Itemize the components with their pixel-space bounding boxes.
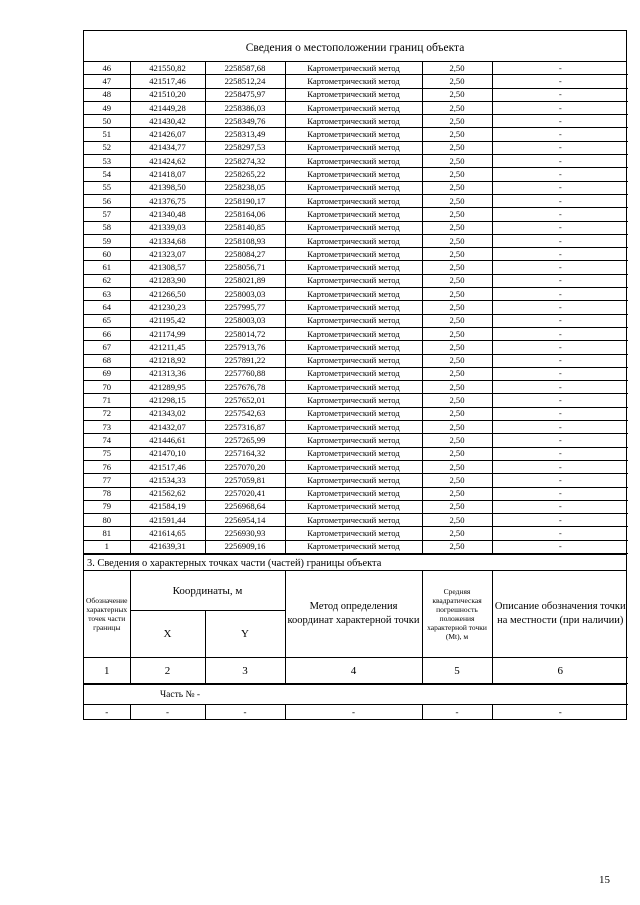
table-cell: Картометрический метод xyxy=(285,341,422,354)
table-cell: 421534,33 xyxy=(130,474,205,487)
table-cell: 68 xyxy=(84,354,130,367)
table-cell: Картометрический метод xyxy=(285,168,422,181)
table-cell: 2,50 xyxy=(422,128,492,141)
col-number: 5 xyxy=(422,658,492,684)
boundary-points-table xyxy=(84,62,628,554)
table-cell: 421195,42 xyxy=(130,314,205,327)
table-cell: 2,50 xyxy=(422,115,492,128)
document-frame xyxy=(83,30,627,720)
empty-cell: - xyxy=(422,705,492,720)
table-cell: 2257913,76 xyxy=(205,341,285,354)
table-row xyxy=(84,155,628,168)
empty-cell: - xyxy=(84,705,130,720)
table-cell: - xyxy=(492,314,628,327)
table-cell: 421283,90 xyxy=(130,274,205,287)
table-cell: Картометрический метод xyxy=(285,248,422,261)
table-cell: 1 xyxy=(84,540,130,553)
table-cell: 2258274,32 xyxy=(205,155,285,168)
table-cell: 62 xyxy=(84,274,130,287)
table-cell: - xyxy=(492,367,628,380)
table-cell: 421334,68 xyxy=(130,234,205,247)
table-cell: 421430,42 xyxy=(130,115,205,128)
table-row xyxy=(84,168,628,181)
table-cell: 2257020,41 xyxy=(205,487,285,500)
table-cell: 47 xyxy=(84,75,130,88)
table-cell: - xyxy=(492,221,628,234)
table-cell: 50 xyxy=(84,115,130,128)
table-cell: 2258512,24 xyxy=(205,75,285,88)
col-number: 4 xyxy=(285,658,422,684)
table-cell: Картометрический метод xyxy=(285,354,422,367)
table-cell: 2258313,49 xyxy=(205,128,285,141)
empty-cell: - xyxy=(285,705,422,720)
table-cell: 421591,44 xyxy=(130,514,205,527)
section3-data-table xyxy=(84,704,628,719)
table-cell: 53 xyxy=(84,155,130,168)
table-cell: Картометрический метод xyxy=(285,487,422,500)
table-cell: Картометрический метод xyxy=(285,460,422,473)
table-cell: 2257676,78 xyxy=(205,381,285,394)
table-cell: Картометрический метод xyxy=(285,514,422,527)
table-cell: 2,50 xyxy=(422,527,492,540)
table-row xyxy=(84,101,628,114)
table-cell: Картометрический метод xyxy=(285,75,422,88)
table-row xyxy=(84,500,628,513)
table-row xyxy=(84,75,628,88)
empty-cell: - xyxy=(130,705,205,720)
table-cell: Картометрический метод xyxy=(285,474,422,487)
table-cell: Картометрический метод xyxy=(285,208,422,221)
table-cell: 421639,31 xyxy=(130,540,205,553)
empty-cell: - xyxy=(492,705,628,720)
table-cell: 77 xyxy=(84,474,130,487)
table-row xyxy=(84,407,628,420)
table-cell: 421517,46 xyxy=(130,75,205,88)
table-cell: 2,50 xyxy=(422,460,492,473)
table-cell: Картометрический метод xyxy=(285,527,422,540)
table-cell: 2,50 xyxy=(422,434,492,447)
table-cell: 421517,46 xyxy=(130,460,205,473)
table-row xyxy=(84,234,628,247)
table-cell: 421510,20 xyxy=(130,88,205,101)
table-cell: 2,50 xyxy=(422,407,492,420)
table-cell: 2258056,71 xyxy=(205,261,285,274)
table-cell: - xyxy=(492,181,628,194)
table-cell: Картометрический метод xyxy=(285,447,422,460)
table-cell: 2258238,05 xyxy=(205,181,285,194)
table-cell: - xyxy=(492,101,628,114)
table-cell: 421298,15 xyxy=(130,394,205,407)
table-cell: 73 xyxy=(84,421,130,434)
table-cell: Картометрический метод xyxy=(285,314,422,327)
table-cell: Картометрический метод xyxy=(285,327,422,340)
table-cell: 75 xyxy=(84,447,130,460)
table-cell: Картометрический метод xyxy=(285,301,422,314)
table-cell: 72 xyxy=(84,407,130,420)
table-cell: 55 xyxy=(84,181,130,194)
table-cell: 421323,07 xyxy=(130,248,205,261)
table-cell: 2257265,99 xyxy=(205,434,285,447)
table-cell: - xyxy=(492,288,628,301)
table-cell: 2,50 xyxy=(422,62,492,75)
table-cell: - xyxy=(492,487,628,500)
table-cell: 2,50 xyxy=(422,447,492,460)
col-number: 6 xyxy=(492,658,628,684)
table-row xyxy=(84,341,628,354)
table-row xyxy=(84,181,628,194)
table-cell: 2,50 xyxy=(422,514,492,527)
table-cell: - xyxy=(492,421,628,434)
table-cell: 421174,99 xyxy=(130,327,205,340)
table-cell: Картометрический метод xyxy=(285,234,422,247)
table-cell: Картометрический метод xyxy=(285,540,422,553)
table-cell: 76 xyxy=(84,460,130,473)
table-cell: 2258386,03 xyxy=(205,101,285,114)
table-cell: 421432,07 xyxy=(130,421,205,434)
table-cell: 2257760,88 xyxy=(205,367,285,380)
table-cell: 421614,65 xyxy=(130,527,205,540)
table-cell: 2,50 xyxy=(422,327,492,340)
table-cell: 2,50 xyxy=(422,500,492,513)
table-cell: 421584,19 xyxy=(130,500,205,513)
table-cell: 421289,95 xyxy=(130,381,205,394)
table-cell: - xyxy=(492,274,628,287)
table-cell: 2,50 xyxy=(422,261,492,274)
table-cell: 2258021,89 xyxy=(205,274,285,287)
col-error: Средняя квадратическая погрешность положения характерной точки (Mt), м xyxy=(422,571,492,658)
table-cell: 80 xyxy=(84,514,130,527)
table-cell: 2,50 xyxy=(422,221,492,234)
table-row xyxy=(84,208,628,221)
table-cell: - xyxy=(492,327,628,340)
col-description: Описание обозначения точки на местности (при наличии) xyxy=(492,571,628,658)
table-cell: 2,50 xyxy=(422,288,492,301)
table-cell: - xyxy=(492,208,628,221)
section3-title: 3. Сведения о характерных точках части (частей) границы объекта xyxy=(84,554,626,571)
table-cell: 2,50 xyxy=(422,354,492,367)
table-cell: 421313,36 xyxy=(130,367,205,380)
table-cell: 2258108,93 xyxy=(205,234,285,247)
col-number: 1 xyxy=(84,658,130,684)
table-cell: - xyxy=(492,88,628,101)
table-cell: Картометрический метод xyxy=(285,128,422,141)
table-cell: 2,50 xyxy=(422,367,492,380)
table-row xyxy=(84,288,628,301)
table-cell: 56 xyxy=(84,194,130,207)
table-cell: 2,50 xyxy=(422,540,492,553)
table-cell: Картометрический метод xyxy=(285,88,422,101)
table-cell: 2257316,87 xyxy=(205,421,285,434)
table-cell: Картометрический метод xyxy=(285,141,422,154)
table-cell: - xyxy=(492,447,628,460)
table-cell: 2258297,53 xyxy=(205,141,285,154)
table-cell: 421398,50 xyxy=(130,181,205,194)
table-row xyxy=(84,474,628,487)
table-cell: 2256954,14 xyxy=(205,514,285,527)
table-cell: - xyxy=(492,75,628,88)
table-cell: 2,50 xyxy=(422,487,492,500)
table-cell: - xyxy=(492,234,628,247)
table-cell: Картометрический метод xyxy=(285,101,422,114)
table-row xyxy=(84,394,628,407)
table-cell: 421446,61 xyxy=(130,434,205,447)
table-cell: 2,50 xyxy=(422,474,492,487)
table-cell: Картометрический метод xyxy=(285,221,422,234)
table-cell: 66 xyxy=(84,327,130,340)
table-cell: 2,50 xyxy=(422,314,492,327)
table-cell: - xyxy=(492,540,628,553)
table-cell: 421470,10 xyxy=(130,447,205,460)
col-designation: Обозначение характерных точек части границы xyxy=(84,571,130,658)
table-cell: - xyxy=(492,261,628,274)
table-cell: - xyxy=(492,301,628,314)
table-cell: 421230,23 xyxy=(130,301,205,314)
table-cell: 2258587,68 xyxy=(205,62,285,75)
table-cell: 2257542,63 xyxy=(205,407,285,420)
table-row xyxy=(84,248,628,261)
table-cell: - xyxy=(492,115,628,128)
table-cell: 2257995,77 xyxy=(205,301,285,314)
table-cell: 2,50 xyxy=(422,141,492,154)
table-cell: 421426,07 xyxy=(130,128,205,141)
table-row xyxy=(84,62,628,75)
table-row xyxy=(84,141,628,154)
table-cell: 2257652,01 xyxy=(205,394,285,407)
table-cell: 421424,62 xyxy=(130,155,205,168)
table-cell: 2,50 xyxy=(422,421,492,434)
table-cell: 48 xyxy=(84,88,130,101)
table-cell: - xyxy=(492,500,628,513)
table-cell: 2257891,22 xyxy=(205,354,285,367)
table-cell: 59 xyxy=(84,234,130,247)
col-coordinates: Координаты, м xyxy=(130,571,285,611)
table-cell: 52 xyxy=(84,141,130,154)
table-cell: - xyxy=(492,407,628,420)
table-cell: 421550,82 xyxy=(130,62,205,75)
table-row xyxy=(84,261,628,274)
table-cell: - xyxy=(492,341,628,354)
table-cell: 2258140,85 xyxy=(205,221,285,234)
empty-cell: - xyxy=(205,705,285,720)
table-cell: 421340,48 xyxy=(130,208,205,221)
table-cell: 2,50 xyxy=(422,274,492,287)
table-cell: 421418,07 xyxy=(130,168,205,181)
table-cell: Картометрический метод xyxy=(285,181,422,194)
table-cell: 421211,45 xyxy=(130,341,205,354)
table-cell: - xyxy=(492,381,628,394)
table-cell: 65 xyxy=(84,314,130,327)
table-cell: 79 xyxy=(84,500,130,513)
table-cell: - xyxy=(492,155,628,168)
table-cell: 2258190,17 xyxy=(205,194,285,207)
table-cell: 2257164,32 xyxy=(205,447,285,460)
table-cell: 46 xyxy=(84,62,130,75)
table-row xyxy=(84,367,628,380)
table-cell: 2,50 xyxy=(422,181,492,194)
table-row xyxy=(84,421,628,434)
table-cell: 2,50 xyxy=(422,75,492,88)
table-cell: Картометрический метод xyxy=(285,394,422,407)
table-cell: Картометрический метод xyxy=(285,421,422,434)
table-cell: 421266,50 xyxy=(130,288,205,301)
table-cell: 2258014,72 xyxy=(205,327,285,340)
table-cell: Картометрический метод xyxy=(285,155,422,168)
table-cell: 74 xyxy=(84,434,130,447)
table-cell: 2256930,93 xyxy=(205,527,285,540)
table-cell: - xyxy=(492,394,628,407)
table-cell: - xyxy=(492,514,628,527)
table-cell: 60 xyxy=(84,248,130,261)
table-cell: - xyxy=(492,194,628,207)
table-cell: Картометрический метод xyxy=(285,381,422,394)
col-y: Y xyxy=(205,611,285,658)
table-cell: Картометрический метод xyxy=(285,288,422,301)
table-row xyxy=(84,460,628,473)
table-cell: Картометрический метод xyxy=(285,407,422,420)
table-row xyxy=(84,88,628,101)
table-cell: 421343,02 xyxy=(130,407,205,420)
col-method: Метод определения координат характерной точки xyxy=(285,571,422,658)
table-cell: 2258265,22 xyxy=(205,168,285,181)
table-row xyxy=(84,221,628,234)
table-row xyxy=(84,447,628,460)
table-cell: 421376,75 xyxy=(130,194,205,207)
table-cell: 63 xyxy=(84,288,130,301)
table-cell: 51 xyxy=(84,128,130,141)
table-cell: Картометрический метод xyxy=(285,367,422,380)
table-cell: 421218,92 xyxy=(130,354,205,367)
table-row xyxy=(84,381,628,394)
table-cell: 64 xyxy=(84,301,130,314)
table-cell: 71 xyxy=(84,394,130,407)
table-cell: 2256909,16 xyxy=(205,540,285,553)
table-cell: - xyxy=(492,168,628,181)
table-cell: Картометрический метод xyxy=(285,62,422,75)
table-cell: Картометрический метод xyxy=(285,500,422,513)
page-number: 15 xyxy=(599,874,610,886)
table-cell: 70 xyxy=(84,381,130,394)
table-cell: 81 xyxy=(84,527,130,540)
col-x: X xyxy=(130,611,205,658)
table-cell: - xyxy=(492,354,628,367)
table-cell: 2,50 xyxy=(422,248,492,261)
table-cell: 2,50 xyxy=(422,208,492,221)
table-cell: 49 xyxy=(84,101,130,114)
table-cell: 61 xyxy=(84,261,130,274)
table-cell: 2258003,03 xyxy=(205,288,285,301)
table-cell: 67 xyxy=(84,341,130,354)
col-number: 2 xyxy=(130,658,205,684)
table-cell: 2,50 xyxy=(422,394,492,407)
table-cell: Картометрический метод xyxy=(285,274,422,287)
table-row xyxy=(84,514,628,527)
table-cell: 2,50 xyxy=(422,301,492,314)
table-row xyxy=(84,115,628,128)
table-cell: 57 xyxy=(84,208,130,221)
table-cell: 2,50 xyxy=(422,155,492,168)
table-cell: 421308,57 xyxy=(130,261,205,274)
table-cell: 2,50 xyxy=(422,101,492,114)
table-cell: 421562,62 xyxy=(130,487,205,500)
table-cell: 58 xyxy=(84,221,130,234)
table-cell: 69 xyxy=(84,367,130,380)
table-cell: 2256968,64 xyxy=(205,500,285,513)
part-label: Часть № - xyxy=(84,684,626,704)
table-cell: Картометрический метод xyxy=(285,434,422,447)
table-cell: Картометрический метод xyxy=(285,115,422,128)
table-row xyxy=(84,327,628,340)
section-title: Сведения о местоположении границ объекта xyxy=(84,31,626,62)
table-cell: 2258084,27 xyxy=(205,248,285,261)
table-cell: 2,50 xyxy=(422,381,492,394)
table-cell: - xyxy=(492,62,628,75)
table-cell: 2,50 xyxy=(422,234,492,247)
table-cell: - xyxy=(492,460,628,473)
table-cell: 78 xyxy=(84,487,130,500)
table-cell: 2,50 xyxy=(422,194,492,207)
table-cell: 2257059,81 xyxy=(205,474,285,487)
table-cell: 2258003,03 xyxy=(205,314,285,327)
table-row xyxy=(84,487,628,500)
table-cell: 421449,28 xyxy=(130,101,205,114)
table-cell: - xyxy=(492,434,628,447)
table-cell: 2,50 xyxy=(422,341,492,354)
table-row xyxy=(84,274,628,287)
section3-header-table xyxy=(84,571,628,685)
table-row xyxy=(84,540,628,553)
table-cell: 2258349,76 xyxy=(205,115,285,128)
table-cell: 2,50 xyxy=(422,88,492,101)
table-row xyxy=(84,527,628,540)
table-cell: 2258164,06 xyxy=(205,208,285,221)
table-cell: 2257070,20 xyxy=(205,460,285,473)
table-row xyxy=(84,194,628,207)
table-cell: 2258475,97 xyxy=(205,88,285,101)
table-cell: - xyxy=(492,248,628,261)
table-row xyxy=(84,354,628,367)
table-row xyxy=(84,301,628,314)
table-row xyxy=(84,314,628,327)
table-cell: - xyxy=(492,128,628,141)
table-cell: - xyxy=(492,141,628,154)
table-cell: 54 xyxy=(84,168,130,181)
table-cell: Картометрический метод xyxy=(285,261,422,274)
table-cell: 421339,03 xyxy=(130,221,205,234)
col-number: 3 xyxy=(205,658,285,684)
table-cell: 2,50 xyxy=(422,168,492,181)
table-cell: - xyxy=(492,474,628,487)
table-cell: Картометрический метод xyxy=(285,194,422,207)
table-cell: - xyxy=(492,527,628,540)
table-row xyxy=(84,434,628,447)
table-cell: 421434,77 xyxy=(130,141,205,154)
table-row xyxy=(84,128,628,141)
